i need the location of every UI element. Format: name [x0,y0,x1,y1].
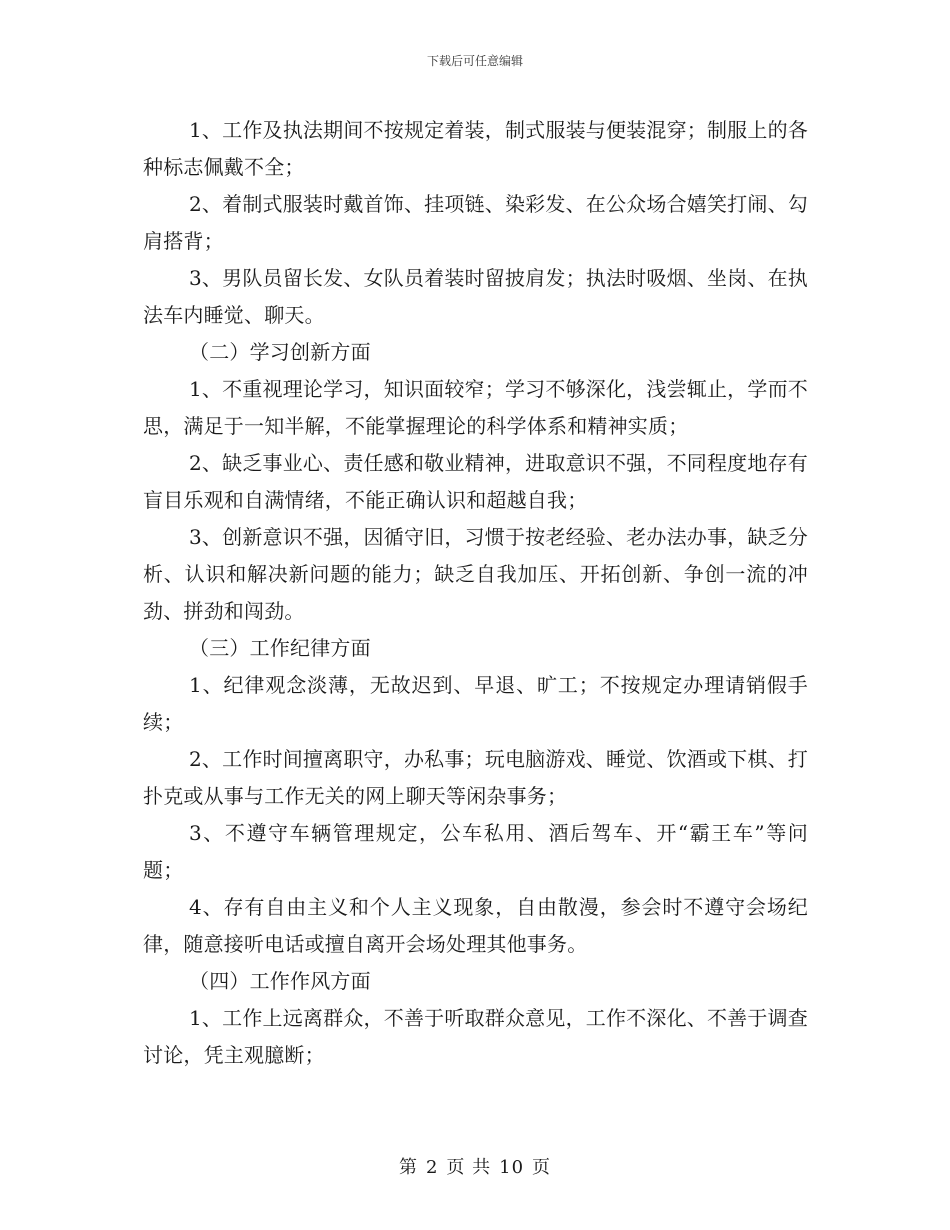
paragraph: 2、工作时间擅离职守，办私事；玩电脑游戏、睡觉、饮酒或下棋、打扑克或从事与工作无关的网上聊天等闲杂事务； [143,747,808,808]
footer-suffix: 页 [532,1157,552,1178]
page-header: 下载后可任意编辑 [426,54,523,68]
page-footer [0,1153,950,1179]
paragraph: 2、着制式服装时戴首饰、挂项链、染彩发、在公众场合嬉笑打闹、勾肩搭背； [143,192,808,253]
paragraph: 1、不重视理论学习，知识面较窄；学习不够深化，浅尝辄止，学而不思，满足于一知半解，不能掌握理论的科学体系和精神实质； [143,377,808,438]
footer-middle: 页 共 [446,1157,492,1178]
page-number: 2 [425,1157,439,1178]
section-heading: （四）工作作风方面 [189,969,371,993]
section-heading: （三）工作纪律方面 [189,636,371,660]
paragraph: 3、男队员留长发、女队员着装时留披肩发；执法时吸烟、坐岗、在执法车内睡觉、聊天。 [143,266,808,327]
paragraph: 1、工作及执法期间不按规定着装，制式服装与便装混穿；制服上的各种标志佩戴不全； [143,118,808,179]
paragraph: 2、缺乏事业心、责任感和敬业精神，进取意识不强，不同程度地存有盲目乐观和自满情绪，不能正确认识和超越自我； [143,451,808,512]
document-body [143,112,808,1074]
paragraph: 1、工作上远离群众，不善于听取群众意见，工作不深化、不善于调查讨论，凭主观臆断； [143,1006,808,1067]
paragraph: 3、不遵守车辆管理规定，公车私用、酒后驾车、开“霸王车”等问题； [143,821,808,882]
paragraph: 1、纪律观念淡薄，无故迟到、早退、旷工；不按规定办理请销假手续； [143,673,808,734]
paragraph: 4、存有自由主义和个人主义现象，自由散漫，参会时不遵守会场纪律，随意接听电话或擅自离开会场处理其他事务。 [143,895,808,956]
section-heading: （二）学习创新方面 [189,340,371,364]
footer-prefix: 第 [398,1157,418,1178]
paragraph: 3、创新意识不强，因循守旧，习惯于按老经验、老办法办事，缺乏分析、认识和解决新问题的能力；缺乏自我加压、开拓创新、争创一流的冲劲、拼劲和闯劲。 [143,525,808,623]
page-total: 10 [499,1157,525,1178]
